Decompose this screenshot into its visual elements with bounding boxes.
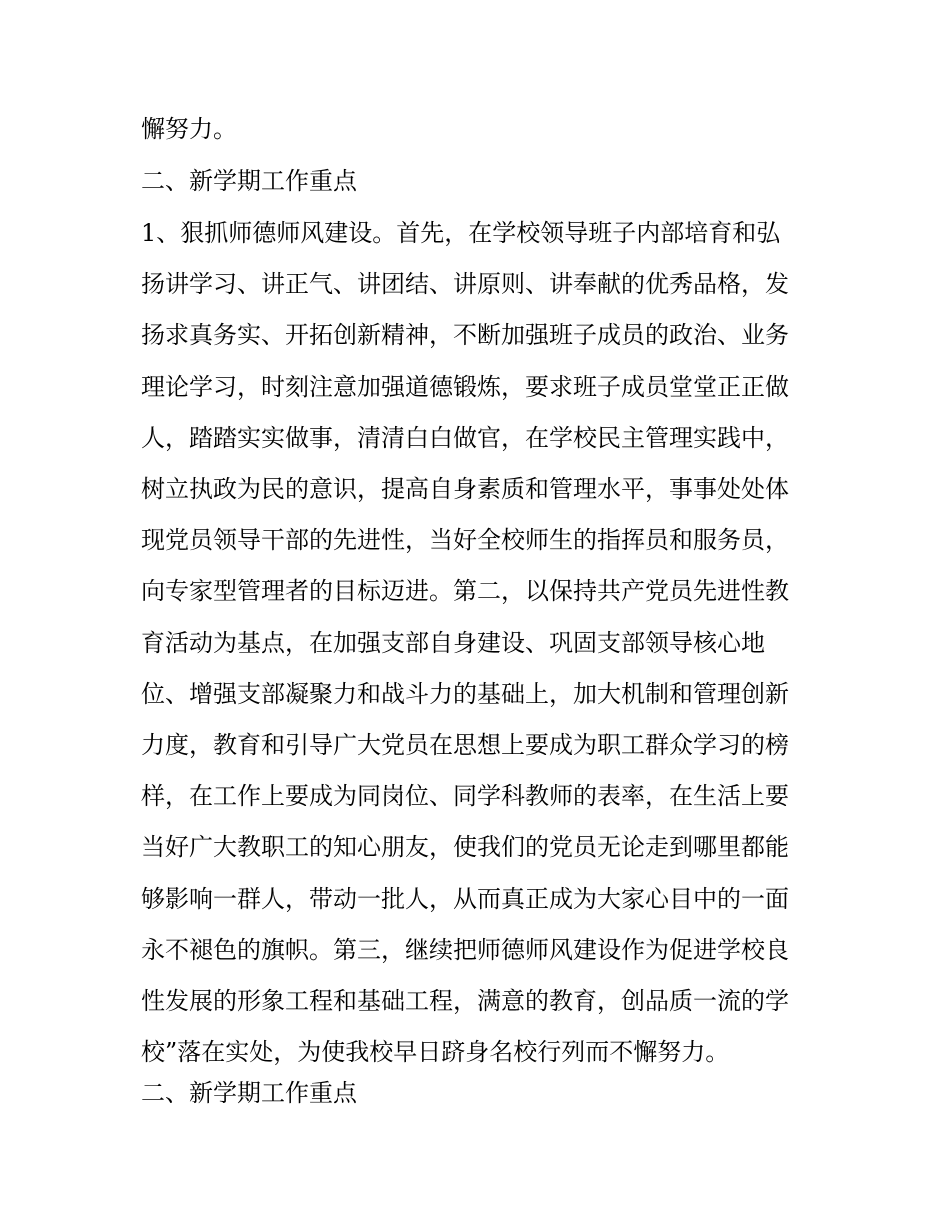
paragraph-line-5: 扬求真务实、开拓创新精神，不断加强班子成员的政治、业务: [141, 321, 789, 349]
paragraph-line-10: 向专家型管理者的目标迈进。第二，以保持共产党员先进性教: [141, 577, 789, 605]
paragraph-line-12: 位、增强支部凝聚力和战斗力的基础上，加大机制和管理创新: [141, 680, 789, 708]
paragraph-line-16: 够影响一群人，带动一批人，从而真正成为大家心目中的一面: [141, 885, 789, 913]
paragraph-line-1: 懈努力。: [141, 115, 237, 143]
paragraph-line-4: 扬讲学习、讲正气、讲团结、讲原则、讲奉献的优秀品格，发: [141, 270, 789, 298]
paragraph-line-15: 当好广大教职工的知心朋友，使我们的党员无论走到哪里都能: [141, 833, 789, 861]
paragraph-line-9: 现党员领导干部的先进性，当好全校师生的指挥员和服务员，: [141, 526, 789, 554]
section-heading-repeat: 二、新学期工作重点: [141, 1079, 357, 1107]
paragraph-line-8: 树立执政为民的意识，提高自身素质和管理水平，事事处处体: [141, 475, 789, 503]
paragraph-line-19: 校”落在实处，为使我校早日跻身名校行列而不懈努力。: [141, 1038, 730, 1066]
section-heading: 二、新学期工作重点: [141, 167, 357, 195]
paragraph-line-7: 人，踏踏实实做事，清清白白做官，在学校民主管理实践中，: [141, 424, 789, 452]
paragraph-line-14: 样，在工作上要成为同岗位、同学科教师的表率，在生活上要: [141, 782, 789, 810]
paragraph-line-11: 育活动为基点，在加强支部自身建设、巩固支部领导核心地: [141, 629, 765, 657]
paragraph-line-3: 1、狠抓师德师风建设。首先，在学校领导班子内部培育和弘: [141, 219, 781, 247]
paragraph-line-18: 性发展的形象工程和基础工程，满意的教育，创品质一流的学: [141, 987, 789, 1015]
paragraph-line-17: 永不褪色的旗帜。第三，继续把师德师风建设作为促进学校良: [141, 936, 789, 964]
paragraph-line-13: 力度，教育和引导广大党员在思想上要成为职工群众学习的榜: [141, 731, 789, 759]
paragraph-line-6: 理论学习，时刻注意加强道德锻炼，要求班子成员堂堂正正做: [141, 373, 789, 401]
